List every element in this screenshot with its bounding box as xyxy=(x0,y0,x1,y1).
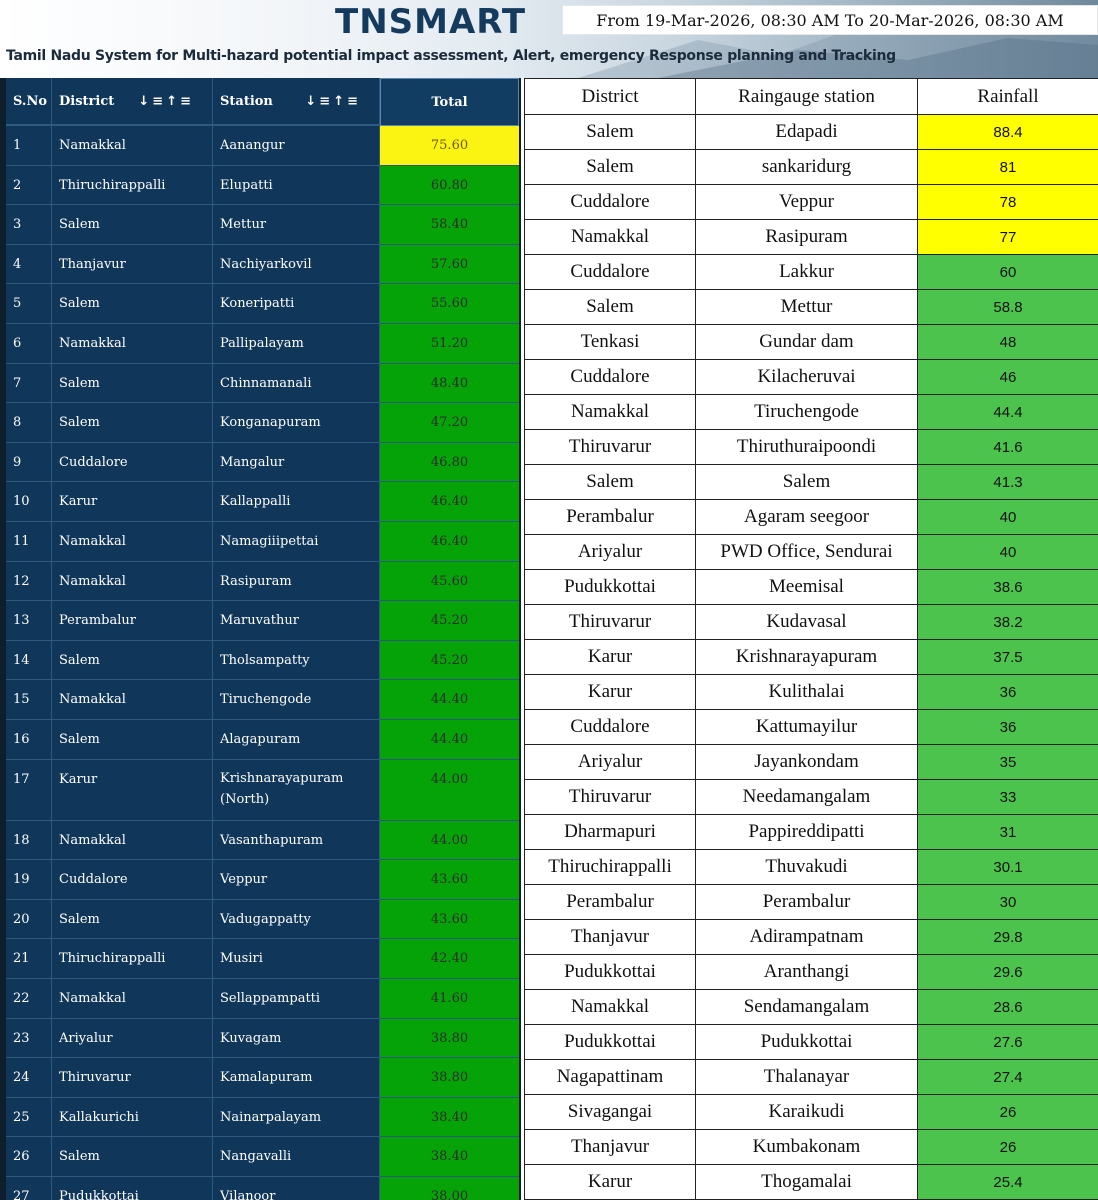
row-total: 38.40 xyxy=(380,1137,519,1177)
row-total: 46.80 xyxy=(380,443,519,483)
row-district: Cuddalore xyxy=(525,255,696,290)
row-station: Mettur xyxy=(213,205,380,245)
row-district: Ariyalur xyxy=(52,1019,213,1059)
row-total: 46.40 xyxy=(380,522,519,562)
table-row xyxy=(525,290,1098,325)
table-row xyxy=(525,675,1098,710)
row-district: Cuddalore xyxy=(52,860,213,900)
row-rainfall: 29.6 xyxy=(918,955,1098,990)
row-sno: 7 xyxy=(6,364,52,404)
header-rainfall: Rainfall xyxy=(918,79,1098,115)
row-station: Krishnarayapuram (North) xyxy=(213,760,380,821)
row-rainfall: 27.4 xyxy=(918,1060,1098,1095)
row-total: 51.20 xyxy=(380,324,519,364)
station-sort-controls[interactable] xyxy=(305,94,361,109)
table-row xyxy=(6,601,519,641)
row-sno: 5 xyxy=(6,284,52,324)
row-total: 45.20 xyxy=(380,601,519,641)
row-district: Namakkal xyxy=(52,979,213,1019)
row-station: Vadugappatty xyxy=(213,900,380,940)
row-district: Namakkal xyxy=(52,821,213,861)
row-district: Dharmapuri xyxy=(525,815,696,850)
table-row xyxy=(525,885,1098,920)
row-rainfall: 40 xyxy=(918,500,1098,535)
row-district: Kallakurichi xyxy=(52,1098,213,1138)
table-row xyxy=(525,360,1098,395)
row-district: Salem xyxy=(525,290,696,325)
row-total: 41.60 xyxy=(380,979,519,1019)
row-district: Karur xyxy=(525,640,696,675)
row-rainfall: 77 xyxy=(918,220,1098,255)
row-district: Perambalur xyxy=(525,885,696,920)
header-raingauge-station: Raingauge station xyxy=(696,79,918,115)
row-total: 58.40 xyxy=(380,205,519,245)
row-station: Nangavalli xyxy=(213,1137,380,1177)
row-station: Nainarpalayam xyxy=(213,1098,380,1138)
row-district: Salem xyxy=(52,720,213,760)
row-station: Aanangur xyxy=(213,126,380,166)
row-district: Salem xyxy=(52,900,213,940)
row-district: Cuddalore xyxy=(525,360,696,395)
row-sno: 2 xyxy=(6,166,52,206)
row-rainfall: 41.3 xyxy=(918,465,1098,500)
row-district: Tenkasi xyxy=(525,325,696,360)
row-district: Namakkal xyxy=(52,126,213,166)
table-header-row xyxy=(525,79,1098,115)
table-row xyxy=(525,1060,1098,1095)
table-row xyxy=(525,185,1098,220)
row-station: Thogamalai xyxy=(696,1165,918,1200)
row-rainfall: 36 xyxy=(918,675,1098,710)
row-station: Nachiyarkovil xyxy=(213,245,380,285)
row-station: Thiruthuraipoondi xyxy=(696,430,918,465)
table-row xyxy=(6,641,519,681)
row-sno: 22 xyxy=(6,979,52,1019)
table-row xyxy=(6,364,519,404)
row-station: Konganapuram xyxy=(213,403,380,443)
table-row xyxy=(525,395,1098,430)
row-sno: 21 xyxy=(6,939,52,979)
row-sno: 3 xyxy=(6,205,52,245)
row-rainfall: 37.5 xyxy=(918,640,1098,675)
row-station: Edapadi xyxy=(696,115,918,150)
row-district: Thiruvarur xyxy=(525,430,696,465)
row-station: Gundar dam xyxy=(696,325,918,360)
row-total: 44.40 xyxy=(380,680,519,720)
row-rainfall: 26 xyxy=(918,1095,1098,1130)
table-header-row xyxy=(6,78,519,126)
row-district: Thanjavur xyxy=(525,920,696,955)
table-row xyxy=(525,780,1098,815)
table-row xyxy=(6,522,519,562)
row-station: Tiruchengode xyxy=(213,680,380,720)
row-rainfall: 26 xyxy=(918,1130,1098,1165)
row-sno: 11 xyxy=(6,522,52,562)
table-row xyxy=(525,465,1098,500)
row-district: Karur xyxy=(52,760,213,821)
header-district-label: District xyxy=(59,94,115,109)
row-station: Thuvakudi xyxy=(696,850,918,885)
row-sno: 15 xyxy=(6,680,52,720)
table-row xyxy=(525,1025,1098,1060)
row-station: Karaikudi xyxy=(696,1095,918,1130)
row-sno: 14 xyxy=(6,641,52,681)
row-station: Adirampatnam xyxy=(696,920,918,955)
row-district: Namakkal xyxy=(52,562,213,602)
row-station: Veppur xyxy=(213,860,380,900)
row-district: Ariyalur xyxy=(525,535,696,570)
row-district: Salem xyxy=(52,641,213,681)
row-station: Kilacheruvai xyxy=(696,360,918,395)
row-total: 45.20 xyxy=(380,641,519,681)
row-total: 46.40 xyxy=(380,482,519,522)
row-station: Salem xyxy=(696,465,918,500)
row-sno: 25 xyxy=(6,1098,52,1138)
sort-ascending-icon[interactable]: ↑≡ xyxy=(333,94,361,109)
header-sno: S.No xyxy=(6,78,52,126)
row-rainfall: 33 xyxy=(918,780,1098,815)
row-district: Perambalur xyxy=(525,500,696,535)
table-row xyxy=(525,500,1098,535)
row-sno: 6 xyxy=(6,324,52,364)
row-station: Kulithalai xyxy=(696,675,918,710)
row-station: Elupatti xyxy=(213,166,380,206)
row-district: Pudukkottai xyxy=(525,570,696,605)
app-title: TNSMART xyxy=(335,2,527,42)
table-row xyxy=(6,1137,519,1177)
table-row xyxy=(525,1165,1098,1200)
row-district: Karur xyxy=(525,1165,696,1200)
table-row xyxy=(6,443,519,483)
header-station-label: Station xyxy=(220,94,273,109)
row-district: Pudukkottai xyxy=(525,1025,696,1060)
row-station: Perambalur xyxy=(696,885,918,920)
row-total: 38.40 xyxy=(380,1098,519,1138)
row-district: Salem xyxy=(52,205,213,245)
row-rainfall: 41.6 xyxy=(918,430,1098,465)
row-station: Tholsampatty xyxy=(213,641,380,681)
row-total: 55.60 xyxy=(380,284,519,324)
table-row xyxy=(6,205,519,245)
row-total: 38.80 xyxy=(380,1019,519,1059)
sort-ascending-icon[interactable]: ↑≡ xyxy=(166,94,194,109)
row-district: Karur xyxy=(52,482,213,522)
row-rainfall: 60 xyxy=(918,255,1098,290)
row-station: Kumbakonam xyxy=(696,1130,918,1165)
row-district: Namakkal xyxy=(525,990,696,1025)
row-station: Pappireddipatti xyxy=(696,815,918,850)
table-row xyxy=(6,1177,519,1200)
table-row xyxy=(6,284,519,324)
table-row xyxy=(6,760,519,821)
row-total: 57.60 xyxy=(380,245,519,285)
row-district: Cuddalore xyxy=(525,185,696,220)
row-station: Kamalapuram xyxy=(213,1058,380,1098)
row-station: Namagiiipettai xyxy=(213,522,380,562)
row-district: Salem xyxy=(52,1137,213,1177)
row-station: Aranthangi xyxy=(696,955,918,990)
row-rainfall: 58.8 xyxy=(918,290,1098,325)
row-rainfall: 28.6 xyxy=(918,990,1098,1025)
row-total: 38.00 xyxy=(380,1177,519,1200)
row-total: 44.00 xyxy=(380,821,519,861)
date-range-label: From 19-Mar-2026, 08:30 AM To 20-Mar-2026, 08:30 AM xyxy=(562,5,1098,35)
row-sno: 27 xyxy=(6,1177,52,1200)
row-rainfall: 30 xyxy=(918,885,1098,920)
row-district: Salem xyxy=(52,403,213,443)
table-row xyxy=(525,1095,1098,1130)
header-station[interactable] xyxy=(213,78,380,126)
row-district: Namakkal xyxy=(525,220,696,255)
row-station: PWD Office, Sendurai xyxy=(696,535,918,570)
table-row xyxy=(6,126,519,166)
row-rainfall: 38.6 xyxy=(918,570,1098,605)
row-rainfall: 38.2 xyxy=(918,605,1098,640)
row-district: Thiruvarur xyxy=(52,1058,213,1098)
header-banner xyxy=(0,0,1098,78)
row-rainfall: 31 xyxy=(918,815,1098,850)
table-row xyxy=(6,562,519,602)
row-station: Pudukkottai xyxy=(696,1025,918,1060)
header-district[interactable] xyxy=(52,78,213,126)
row-sno: 20 xyxy=(6,900,52,940)
row-station: Mangalur xyxy=(213,443,380,483)
table-row xyxy=(6,1019,519,1059)
row-sno: 12 xyxy=(6,562,52,602)
row-district: Salem xyxy=(52,284,213,324)
row-total: 75.60 xyxy=(380,126,519,166)
station-rainfall-panel xyxy=(0,78,521,1200)
header-district: District xyxy=(525,79,696,115)
row-station: Sendamangalam xyxy=(696,990,918,1025)
row-district: Thiruchirappalli xyxy=(525,850,696,885)
row-district: Salem xyxy=(525,150,696,185)
table-row xyxy=(525,325,1098,360)
row-district: Namakkal xyxy=(525,395,696,430)
row-total: 48.40 xyxy=(380,364,519,404)
row-district: Karur xyxy=(525,675,696,710)
row-total: 43.60 xyxy=(380,860,519,900)
row-station: Kudavasal xyxy=(696,605,918,640)
row-district: Thiruvarur xyxy=(525,780,696,815)
sort-descending-icon[interactable]: ↓≡ xyxy=(305,94,334,109)
table-row xyxy=(6,680,519,720)
row-district: Namakkal xyxy=(52,324,213,364)
row-station: Thalanayar xyxy=(696,1060,918,1095)
row-station: Lakkur xyxy=(696,255,918,290)
row-sno: 9 xyxy=(6,443,52,483)
row-district: Thiruchirappalli xyxy=(52,166,213,206)
table-row xyxy=(6,245,519,285)
table-row xyxy=(6,720,519,760)
row-sno: 4 xyxy=(6,245,52,285)
row-station: Veppur xyxy=(696,185,918,220)
row-district: Namakkal xyxy=(52,522,213,562)
table-row xyxy=(525,920,1098,955)
table-row xyxy=(525,570,1098,605)
row-district: Thiruvarur xyxy=(525,605,696,640)
table-row xyxy=(525,990,1098,1025)
table-row xyxy=(525,640,1098,675)
row-station: Vasanthapuram xyxy=(213,821,380,861)
table-row xyxy=(6,939,519,979)
row-total: 44.00 xyxy=(380,760,519,821)
row-sno: 18 xyxy=(6,821,52,861)
row-district: Thiruchirappalli xyxy=(52,939,213,979)
table-row xyxy=(525,535,1098,570)
row-station: Koneripatti xyxy=(213,284,380,324)
row-sno: 13 xyxy=(6,601,52,641)
row-station: Vilanoor xyxy=(213,1177,380,1200)
row-district: Thanjavur xyxy=(525,1130,696,1165)
row-station: Musiri xyxy=(213,939,380,979)
table-row xyxy=(6,1098,519,1138)
row-sno: 16 xyxy=(6,720,52,760)
row-station: Kattumayilur xyxy=(696,710,918,745)
row-station: Tiruchengode xyxy=(696,395,918,430)
table-row xyxy=(6,324,519,364)
raingauge-rows xyxy=(525,115,1098,1200)
table-row xyxy=(525,850,1098,885)
row-district: Salem xyxy=(525,465,696,500)
table-row xyxy=(6,482,519,522)
row-station: Krishnarayapuram xyxy=(696,640,918,675)
row-station: Needamangalam xyxy=(696,780,918,815)
row-rainfall: 88.4 xyxy=(918,115,1098,150)
table-row xyxy=(6,821,519,861)
table-row xyxy=(6,979,519,1019)
row-rainfall: 27.6 xyxy=(918,1025,1098,1060)
raingauge-rainfall-table xyxy=(524,78,1098,1200)
row-sno: 23 xyxy=(6,1019,52,1059)
row-rainfall: 25.4 xyxy=(918,1165,1098,1200)
table-row xyxy=(525,1130,1098,1165)
row-station: Mettur xyxy=(696,290,918,325)
row-rainfall: 36 xyxy=(918,710,1098,745)
app-subtitle: Tamil Nadu System for Multi-hazard potential impact assessment, Alert, emergency Response planning and Tracking xyxy=(6,48,896,64)
table-row xyxy=(525,430,1098,465)
row-sno: 1 xyxy=(6,126,52,166)
table-row xyxy=(525,115,1098,150)
row-rainfall: 40 xyxy=(918,535,1098,570)
row-rainfall: 81 xyxy=(918,150,1098,185)
table-row xyxy=(525,745,1098,780)
sort-descending-icon[interactable]: ↓≡ xyxy=(138,94,167,109)
row-total: 38.80 xyxy=(380,1058,519,1098)
row-rainfall: 44.4 xyxy=(918,395,1098,430)
row-station: Kuvagam xyxy=(213,1019,380,1059)
row-district: Pudukkottai xyxy=(525,955,696,990)
row-district: Pudukkottai xyxy=(52,1177,213,1200)
row-total: 43.60 xyxy=(380,900,519,940)
row-station: Maruvathur xyxy=(213,601,380,641)
row-district: Ariyalur xyxy=(525,745,696,780)
row-station: Sellappampatti xyxy=(213,979,380,1019)
row-station: Chinnamanali xyxy=(213,364,380,404)
table-row xyxy=(525,605,1098,640)
table-row xyxy=(525,710,1098,745)
row-rainfall: 78 xyxy=(918,185,1098,220)
table-row xyxy=(525,220,1098,255)
row-rainfall: 30.1 xyxy=(918,850,1098,885)
row-station: Rasipuram xyxy=(696,220,918,255)
row-district: Sivagangai xyxy=(525,1095,696,1130)
table-row xyxy=(6,1058,519,1098)
row-district: Salem xyxy=(525,115,696,150)
row-district: Nagapattinam xyxy=(525,1060,696,1095)
table-row xyxy=(6,860,519,900)
row-total: 44.40 xyxy=(380,720,519,760)
row-sno: 17 xyxy=(6,760,52,821)
row-total: 45.60 xyxy=(380,562,519,602)
row-district: Cuddalore xyxy=(525,710,696,745)
row-sno: 19 xyxy=(6,860,52,900)
table-row xyxy=(525,150,1098,185)
row-total: 60.80 xyxy=(380,166,519,206)
row-station: Agaram seegoor xyxy=(696,500,918,535)
row-station: Alagapuram xyxy=(213,720,380,760)
row-total: 42.40 xyxy=(380,939,519,979)
row-station: Meemisal xyxy=(696,570,918,605)
row-rainfall: 29.8 xyxy=(918,920,1098,955)
table-row xyxy=(525,255,1098,290)
district-sort-controls[interactable] xyxy=(138,94,194,109)
row-sno: 8 xyxy=(6,403,52,443)
row-sno: 26 xyxy=(6,1137,52,1177)
table-row xyxy=(525,815,1098,850)
table-row xyxy=(6,403,519,443)
row-station: Jayankondam xyxy=(696,745,918,780)
row-district: Cuddalore xyxy=(52,443,213,483)
row-station: Kallappalli xyxy=(213,482,380,522)
table-row xyxy=(525,955,1098,990)
row-total: 47.20 xyxy=(380,403,519,443)
row-station: Rasipuram xyxy=(213,562,380,602)
row-rainfall: 46 xyxy=(918,360,1098,395)
row-district: Namakkal xyxy=(52,680,213,720)
row-station: Pallipalayam xyxy=(213,324,380,364)
row-sno: 10 xyxy=(6,482,52,522)
table-row xyxy=(6,166,519,206)
row-district: Thanjavur xyxy=(52,245,213,285)
table-row xyxy=(6,900,519,940)
row-rainfall: 48 xyxy=(918,325,1098,360)
row-rainfall: 35 xyxy=(918,745,1098,780)
row-district: Perambalur xyxy=(52,601,213,641)
row-sno: 24 xyxy=(6,1058,52,1098)
row-district: Salem xyxy=(52,364,213,404)
row-station: sankaridurg xyxy=(696,150,918,185)
header-total: Total xyxy=(380,78,519,126)
